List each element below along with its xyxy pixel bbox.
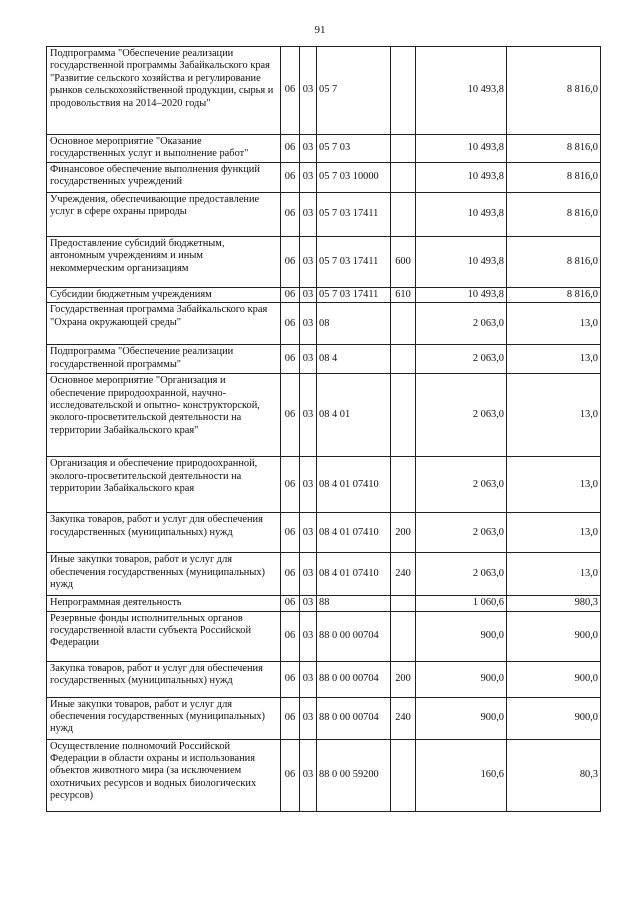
row-amount-1-cell: 2 063,0: [416, 457, 507, 513]
row-expense-type-cell: 200: [391, 513, 416, 553]
row-name-cell: Подпрограмма "Обеспечение реализации государственной программы Забайкальского края "Развитие сельского хозяйства и регулирование рынков сельскохозяйственной продукции, сырья и продовольствия на 2014–2020 годы": [47, 47, 281, 135]
row-amount-1-cell: 1 060,6: [416, 596, 507, 611]
row-amount-1-cell: 900,0: [416, 661, 507, 697]
row-subsection-cell: 03: [300, 697, 317, 739]
row-subsection-cell: 03: [300, 611, 317, 661]
row-target-article-cell: 05 7 03 10000: [317, 162, 391, 192]
row-expense-type-cell: 600: [391, 236, 416, 287]
row-expense-type-cell: 200: [391, 661, 416, 697]
row-amount-1-cell: 2 063,0: [416, 374, 507, 457]
row-name-cell: Субсидии бюджетным учреждениям: [47, 287, 281, 302]
table-row: [47, 739, 601, 811]
row-name-cell: Иные закупки товаров, работ и услуг для обеспечения государственных (муниципальных) нужд: [47, 697, 281, 739]
row-amount-1-cell: 10 493,8: [416, 287, 507, 302]
row-amount-1-cell: 2 063,0: [416, 303, 507, 345]
row-section-cell: 06: [281, 162, 300, 192]
row-section-cell: 06: [281, 611, 300, 661]
row-expense-type-cell: [391, 374, 416, 457]
row-target-article-cell: 08 4 01 07410: [317, 553, 391, 596]
row-amount-2-cell: 8 816,0: [507, 162, 601, 192]
row-name-cell: Подпрограмма "Обеспечение реализации государственной программы": [47, 345, 281, 374]
table-row: [47, 457, 601, 513]
row-section-cell: 06: [281, 345, 300, 374]
row-name-cell: Закупка товаров, работ и услуг для обеспечения государственных (муниципальных) нужд: [47, 661, 281, 697]
row-expense-type-cell: [391, 135, 416, 163]
row-amount-2-cell: 8 816,0: [507, 192, 601, 236]
row-section-cell: 06: [281, 596, 300, 611]
row-amount-1-cell: 10 493,8: [416, 236, 507, 287]
row-amount-1-cell: 2 063,0: [416, 553, 507, 596]
row-amount-2-cell: 980,3: [507, 596, 601, 611]
row-amount-2-cell: 8 816,0: [507, 135, 601, 163]
table-row: [47, 135, 601, 163]
row-name-cell: Государственная программа Забайкальского края "Охрана окружающей среды": [47, 303, 281, 345]
row-target-article-cell: 88 0 00 00704: [317, 661, 391, 697]
budget-table: [46, 46, 601, 812]
budget-table-body: [47, 47, 601, 812]
row-expense-type-cell: [391, 47, 416, 135]
row-section-cell: 06: [281, 374, 300, 457]
row-section-cell: 06: [281, 457, 300, 513]
row-name-cell: Учреждения, обеспечивающие предоставление услуг в сфере охраны природы: [47, 192, 281, 236]
table-row: [47, 374, 601, 457]
table-row: [47, 287, 601, 302]
row-target-article-cell: 08 4 01 07410: [317, 457, 391, 513]
row-name-cell: Закупка товаров, работ и услуг для обеспечения государственных (муниципальных) нужд: [47, 513, 281, 553]
row-expense-type-cell: [391, 162, 416, 192]
row-name-cell: Иные закупки товаров, работ и услуг для обеспечения государственных (муниципальных) нужд: [47, 553, 281, 596]
row-name-cell: Организация и обеспечение природоохранной, эколого-просветительской деятельности на территории Забайкальского края: [47, 457, 281, 513]
row-section-cell: 06: [281, 553, 300, 596]
row-amount-2-cell: 13,0: [507, 303, 601, 345]
row-expense-type-cell: [391, 192, 416, 236]
row-subsection-cell: 03: [300, 661, 317, 697]
row-target-article-cell: 08 4 01: [317, 374, 391, 457]
row-target-article-cell: 05 7 03 17411: [317, 287, 391, 302]
row-target-article-cell: 05 7 03 17411: [317, 192, 391, 236]
row-expense-type-cell: [391, 611, 416, 661]
row-section-cell: 06: [281, 661, 300, 697]
row-name-cell: Основное мероприятие "Оказание государственных услуг и выполнение работ": [47, 135, 281, 163]
row-expense-type-cell: [391, 303, 416, 345]
row-name-cell: Непрограммная деятельность: [47, 596, 281, 611]
row-name-cell: Предоставление субсидий бюджетным, автономным учреждениям и иным некоммерческим организациям: [47, 236, 281, 287]
row-subsection-cell: 03: [300, 236, 317, 287]
table-row: [47, 236, 601, 287]
row-amount-1-cell: 900,0: [416, 611, 507, 661]
table-row: [47, 345, 601, 374]
row-subsection-cell: 03: [300, 513, 317, 553]
row-expense-type-cell: [391, 596, 416, 611]
row-target-article-cell: 88 0 00 00704: [317, 611, 391, 661]
row-amount-2-cell: 8 816,0: [507, 236, 601, 287]
row-subsection-cell: 03: [300, 135, 317, 163]
row-section-cell: 06: [281, 47, 300, 135]
row-amount-2-cell: 900,0: [507, 661, 601, 697]
row-amount-2-cell: 13,0: [507, 345, 601, 374]
row-amount-1-cell: 900,0: [416, 697, 507, 739]
row-expense-type-cell: 610: [391, 287, 416, 302]
row-expense-type-cell: [391, 457, 416, 513]
row-target-article-cell: 05 7: [317, 47, 391, 135]
row-amount-2-cell: 80,3: [507, 739, 601, 811]
row-amount-1-cell: 10 493,8: [416, 162, 507, 192]
row-name-cell: Осуществление полномочий Российской Федерации в области охраны и использования объектов животного мира (за исключением охотничьих ресурсов и водных биологических ресурсов): [47, 739, 281, 811]
row-name-cell: Финансовое обеспечение выполнения функций государственных учреждений: [47, 162, 281, 192]
row-expense-type-cell: [391, 345, 416, 374]
row-subsection-cell: 03: [300, 192, 317, 236]
row-subsection-cell: 03: [300, 162, 317, 192]
row-target-article-cell: 05 7 03: [317, 135, 391, 163]
table-row: [47, 611, 601, 661]
table-row: [47, 47, 601, 135]
table-row: [47, 697, 601, 739]
table-row: [47, 596, 601, 611]
row-target-article-cell: 08: [317, 303, 391, 345]
row-amount-1-cell: 10 493,8: [416, 135, 507, 163]
row-section-cell: 06: [281, 739, 300, 811]
row-amount-2-cell: 900,0: [507, 697, 601, 739]
row-amount-2-cell: 13,0: [507, 513, 601, 553]
row-subsection-cell: 03: [300, 287, 317, 302]
row-subsection-cell: 03: [300, 47, 317, 135]
row-target-article-cell: 88 0 00 00704: [317, 697, 391, 739]
row-subsection-cell: 03: [300, 553, 317, 596]
row-expense-type-cell: [391, 739, 416, 811]
table-row: [47, 661, 601, 697]
row-section-cell: 06: [281, 236, 300, 287]
row-amount-1-cell: 2 063,0: [416, 345, 507, 374]
row-section-cell: 06: [281, 287, 300, 302]
row-subsection-cell: 03: [300, 457, 317, 513]
row-expense-type-cell: 240: [391, 553, 416, 596]
row-expense-type-cell: 240: [391, 697, 416, 739]
row-target-article-cell: 88 0 00 59200: [317, 739, 391, 811]
row-section-cell: 06: [281, 697, 300, 739]
row-amount-1-cell: 2 063,0: [416, 513, 507, 553]
row-section-cell: 06: [281, 192, 300, 236]
row-amount-2-cell: 900,0: [507, 611, 601, 661]
table-row: [47, 192, 601, 236]
row-target-article-cell: 88: [317, 596, 391, 611]
row-section-cell: 06: [281, 513, 300, 553]
row-amount-1-cell: 160,6: [416, 739, 507, 811]
row-amount-2-cell: 13,0: [507, 553, 601, 596]
row-subsection-cell: 03: [300, 374, 317, 457]
row-amount-1-cell: 10 493,8: [416, 47, 507, 135]
row-amount-2-cell: 13,0: [507, 457, 601, 513]
row-target-article-cell: 05 7 03 17411: [317, 236, 391, 287]
row-target-article-cell: 08 4: [317, 345, 391, 374]
table-row: [47, 553, 601, 596]
table-row: [47, 513, 601, 553]
table-row: [47, 303, 601, 345]
row-section-cell: 06: [281, 135, 300, 163]
row-name-cell: Основное мероприятие "Организация и обеспечение природоохранной, научно-исследовательской и опытно- конструкторской, эколого-просветительской деятельности на территории Забайкальского края": [47, 374, 281, 457]
row-amount-1-cell: 10 493,8: [416, 192, 507, 236]
row-name-cell: Резервные фонды исполнительных органов государственной власти субъекта Российской Федерации: [47, 611, 281, 661]
row-subsection-cell: 03: [300, 345, 317, 374]
table-row: [47, 162, 601, 192]
row-target-article-cell: 08 4 01 07410: [317, 513, 391, 553]
row-subsection-cell: 03: [300, 739, 317, 811]
row-amount-2-cell: 8 816,0: [507, 47, 601, 135]
row-amount-2-cell: 8 816,0: [507, 287, 601, 302]
row-subsection-cell: 03: [300, 303, 317, 345]
page-number: 91: [314, 24, 326, 36]
row-section-cell: 06: [281, 303, 300, 345]
row-subsection-cell: 03: [300, 596, 317, 611]
row-amount-2-cell: 13,0: [507, 374, 601, 457]
